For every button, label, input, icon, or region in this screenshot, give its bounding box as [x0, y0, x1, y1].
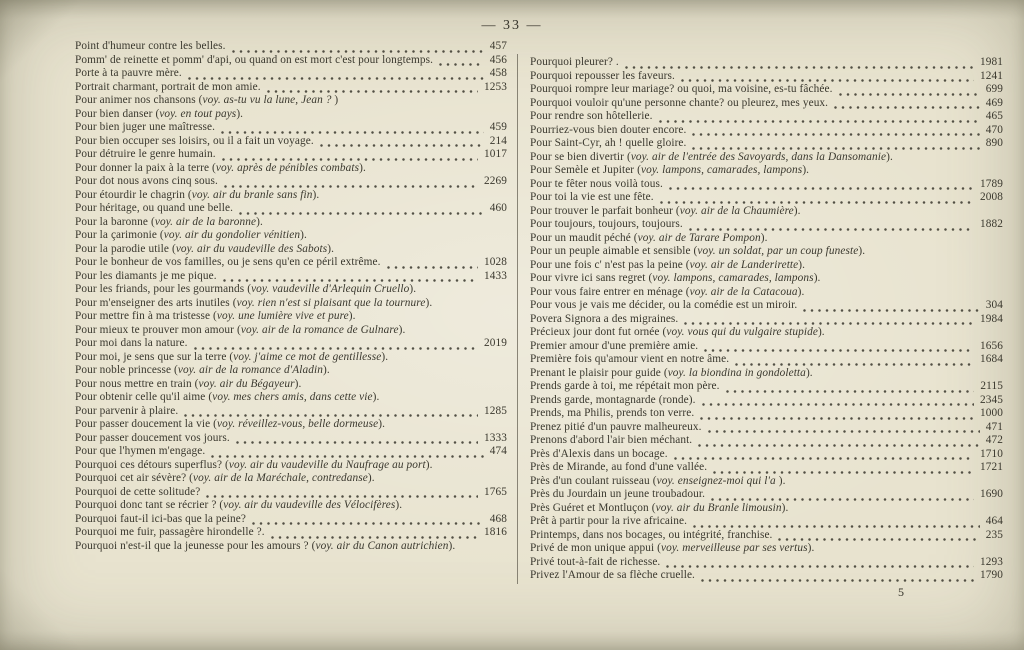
index-entry [530, 569, 1003, 583]
index-entry [75, 283, 507, 297]
dot-leader [778, 538, 979, 541]
index-entry [530, 259, 1003, 273]
index-entry [75, 202, 507, 216]
column-divider-rule [517, 54, 518, 584]
dot-leader [726, 390, 975, 393]
index-entry [75, 499, 507, 513]
index-entry [75, 540, 507, 554]
index-entry [75, 337, 507, 351]
entry-title: Pour un peuple aimable et sensible (voy. un soldat, par un coup funeste). [530, 245, 866, 257]
index-entry [75, 324, 507, 338]
index-entry [530, 164, 1003, 178]
dot-leader [689, 228, 974, 231]
index-entry [75, 405, 507, 419]
entry-title: Prenant le plaisir pour guide (voy. la biondina in gondoletta). [530, 366, 813, 379]
index-entry [530, 461, 1003, 475]
entry-title: Près d'Alexis dans un bocage. [530, 447, 668, 460]
entry-page-number: 474 [489, 445, 507, 457]
index-entry [530, 245, 1003, 259]
entry-page-number: 471 [985, 420, 1003, 433]
index-entry [75, 243, 507, 257]
entry-page-number: 1684 [980, 353, 1003, 365]
entry-page-number: 1981 [980, 56, 1003, 68]
entry-page-number: 1984 [980, 312, 1003, 325]
dot-leader [704, 349, 974, 352]
entry-title: Pour toujours, toujours, toujours. [530, 218, 683, 230]
entry-title: Pourriez-vous bien douter encore. [530, 123, 687, 136]
entry-title: Pour mettre fin à ma tristesse (voy. une lumière vive et pure). [75, 310, 356, 322]
entry-page-number: 1656 [980, 339, 1003, 352]
dot-leader [700, 417, 974, 420]
entry-title: Pourquoi n'est-il que la jeunesse pour les amours ? (voy. air du Canon autrichien). [75, 539, 456, 552]
entry-title: Privez l'Amour de sa flèche cruelle. [530, 569, 695, 581]
index-entry [530, 97, 1003, 111]
index-entry [75, 175, 507, 189]
index-entry [530, 556, 1003, 570]
index-entry [530, 448, 1003, 462]
index-entry [530, 542, 1003, 556]
entry-title: Près du Jourdain un jeune troubadour. [530, 488, 706, 500]
entry-title: Pourquoi donc tant se récrier ? (voy. air du vaudeville des Vélocifères). [75, 499, 403, 511]
index-entry [530, 313, 1003, 327]
dot-leader [669, 187, 974, 190]
entry-page-number: 890 [985, 137, 1003, 149]
entry-page-number: 1333 [484, 431, 507, 444]
index-entry [530, 56, 1003, 70]
entry-title: Pour Saint-Cyr, ah ! quelle gloire. [530, 137, 687, 149]
dot-leader [267, 90, 478, 93]
index-entry [530, 232, 1003, 246]
index-entry [530, 205, 1003, 219]
entry-title: Pour une fois c' n'est pas la peine (voy. air de Landerirette). [530, 258, 806, 271]
entry-title: Pour les friands, pour les gourmands (voy. vaudeville d'Arlequin Cruello). [75, 283, 417, 295]
index-entry [75, 229, 507, 243]
entry-title: Pour que l'hymen m'engage. [75, 445, 206, 457]
dot-leader [681, 79, 974, 82]
index-entry [530, 83, 1003, 97]
dot-leader [239, 212, 484, 215]
entry-page-number: 1253 [484, 80, 507, 93]
entry-title: Pour Semèle et Jupiter (voy. lampons, camarades, lampons). [530, 164, 810, 176]
dot-leader [224, 185, 478, 188]
entry-title: Privé tout-à-fait de richesse. [530, 555, 661, 568]
entry-title: Pour te fêter nous voilà tous. [530, 177, 663, 190]
index-columns [75, 40, 1003, 584]
index-entry [530, 272, 1003, 286]
index-entry [75, 310, 507, 324]
entry-page-number: 470 [985, 123, 1003, 136]
dot-leader [439, 63, 484, 66]
dot-leader [271, 536, 478, 539]
dot-leader [221, 131, 484, 134]
entry-page-number: 1882 [980, 218, 1003, 230]
entry-title: Pour vous faire entrer en ménage (voy. air de la Catacoua). [530, 285, 805, 298]
entry-title: Pour vous je vais me décider, ou la comédie est un miroir. [530, 299, 798, 311]
dot-leader [834, 106, 980, 109]
entry-title: Pour animer nos chansons (voy. as-tu vu la lune, Jean ? ) [75, 94, 339, 106]
dot-leader [839, 93, 980, 96]
entry-title: Pourquoi me fuir, passagère hirondelle ?. [75, 526, 265, 538]
index-entry [530, 326, 1003, 340]
entry-title: Pourquoi repousser les faveurs. [530, 69, 675, 82]
entry-page-number: 1285 [484, 404, 507, 417]
entry-title: Prenez pitié d'un pauvre malheureux. [530, 420, 702, 433]
index-entry [75, 297, 507, 311]
entry-page-number: 465 [985, 110, 1003, 122]
index-entry [530, 124, 1003, 138]
entry-title: Prends garde, montagnarde (ronde). [530, 393, 696, 406]
index-entry [75, 162, 507, 176]
entry-page-number: 457 [489, 40, 507, 52]
entry-title: Pour obtenir celle qu'il aime (voy. mes chers amis, dans cette vie). [75, 391, 380, 403]
dot-leader [692, 147, 979, 150]
dot-leader [206, 495, 478, 498]
dot-leader [701, 579, 974, 582]
dot-leader [711, 498, 974, 501]
entry-title: Pour bien occuper ses loisirs, ou il a fait un voyage. [75, 134, 314, 147]
index-entry [75, 364, 507, 378]
entry-title: Précieux jour dont fut ornée (voy. vous qui du vulgaire stupide). [530, 326, 825, 338]
entry-title: Prends garde à toi, me répétait mon père. [530, 380, 720, 392]
entry-title: Pour donner la paix à la terre (voy. après de pénibles combats). [75, 161, 366, 174]
index-entry [75, 108, 507, 122]
index-entry [530, 434, 1003, 448]
entry-page-number: 468 [489, 512, 507, 525]
index-entry [530, 151, 1003, 165]
entry-title: Point d'humeur contre les belles. [75, 40, 226, 52]
index-entry [530, 137, 1003, 151]
index-entry [75, 40, 507, 54]
entry-page-number: 2345 [980, 393, 1003, 406]
page-number-header: — 33 — [481, 18, 543, 33]
entry-title: Pourquoi cet air sévère? (voy. air de la Maréchale, contredanse). [75, 472, 375, 484]
entry-page-number: 699 [985, 83, 1003, 95]
entry-title: Povera Signora a des migraines. [530, 312, 679, 325]
index-entry [530, 407, 1003, 421]
entry-title: Pour le bonheur de vos familles, ou je sens qu'en ce péril extrême. [75, 256, 381, 268]
entry-title: Privé de mon unique appui (voy. merveilleuse par ses vertus). [530, 542, 815, 554]
dot-leader [320, 144, 484, 147]
index-entry [530, 299, 1003, 313]
dot-leader [684, 322, 974, 325]
entry-title: Pour mieux te prouver mon amour (voy. air de la romance de Gulnare). [75, 323, 406, 336]
dot-leader [692, 133, 979, 136]
index-entry [530, 502, 1003, 516]
index-entry [530, 286, 1003, 300]
dot-leader [660, 201, 974, 204]
entry-title: Pour bien danser (voy. en tout pays). [75, 107, 244, 120]
index-entry [75, 189, 507, 203]
index-entry [75, 459, 507, 473]
index-entry [75, 513, 507, 527]
entry-title: Premier amour d'une première amie. [530, 339, 699, 352]
entry-title: Près d'un coulant ruisseau (voy. enseignez-moi qui l'a ). [530, 474, 786, 487]
entry-title: Porte à ta pauvre mère. [75, 67, 182, 79]
index-entry [75, 445, 507, 459]
entry-page-number: 469 [985, 96, 1003, 109]
entry-page-number: 2019 [484, 337, 507, 349]
entry-title: Pour rendre son hôtellerie. [530, 110, 653, 122]
index-entry [530, 178, 1003, 192]
dot-leader [625, 66, 974, 69]
index-entry [75, 486, 507, 500]
dot-leader [713, 471, 974, 474]
entry-page-number: 304 [985, 299, 1003, 311]
index-column-left [75, 40, 507, 584]
entry-title: Pour noble princesse (voy. air de la romance d'Aladin). [75, 364, 330, 376]
index-entry [75, 418, 507, 432]
entry-title: Pour nous mettre en train (voy. air du Bégayeur). [75, 377, 302, 390]
entry-title: Pour les diamants je me pique. [75, 269, 217, 282]
entry-page-number: 2269 [484, 175, 507, 187]
entry-page-number: 1017 [484, 148, 507, 160]
entry-title: Pour se bien divertir (voy. air de l'entrée des Savoyards, dans la Dansomanie). [530, 150, 893, 163]
entry-title: Pourquoi ces détours superflus? (voy. air du vaudeville du Naufrage au port). [75, 458, 433, 471]
dot-leader [188, 77, 484, 80]
dot-leader [735, 363, 974, 366]
entry-title: Pour la çarimonie (voy. air du gondolier vénitien). [75, 229, 307, 241]
dot-leader [222, 158, 478, 161]
entry-page-number: 235 [985, 528, 1003, 541]
entry-page-number: 2008 [980, 191, 1003, 203]
entry-title: Pourquoi pleurer? . [530, 56, 619, 68]
entry-page-number: 1790 [980, 569, 1003, 581]
index-entry [530, 421, 1003, 435]
entry-page-number: 1433 [484, 269, 507, 282]
index-entry [530, 191, 1003, 205]
index-entry [75, 94, 507, 108]
dot-leader [803, 309, 979, 312]
index-entry [75, 526, 507, 540]
index-entry [75, 432, 507, 446]
entry-title: Pomm' de reinette et pomm' d'api, ou quand on est mort c'est pour longtemps. [75, 53, 434, 66]
entry-title: Prêt à partir pour la rive africaine. [530, 515, 688, 527]
index-entry [75, 135, 507, 149]
dot-leader [184, 414, 478, 417]
entry-page-number: 1028 [484, 256, 507, 268]
dot-leader [693, 525, 980, 528]
index-entry [75, 351, 507, 365]
index-entry [530, 110, 1003, 124]
index-entry [530, 515, 1003, 529]
index-column-right [530, 56, 1003, 584]
dot-leader [387, 266, 478, 269]
index-entry [530, 475, 1003, 489]
dot-leader [232, 50, 484, 53]
entry-title: Pour la baronne (voy. air de la baronne). [75, 215, 263, 228]
entry-title: Pour bien juger une maîtresse. [75, 121, 216, 133]
index-entry [530, 218, 1003, 232]
entry-title: Pour passer doucement la vie (voy. réveillez-vous, belle dormeuse). [75, 418, 386, 430]
entry-page-number: 1816 [484, 526, 507, 538]
entry-page-number: 458 [489, 67, 507, 79]
entry-title: Pour moi, je sens que sur la terre (voy. j'aime ce mot de gentillesse). [75, 350, 389, 363]
entry-title: Pour moi dans la nature. [75, 337, 188, 349]
index-entry [530, 380, 1003, 394]
entry-title: Portrait charmant, portrait de mon amie. [75, 80, 261, 93]
dot-leader [702, 403, 974, 406]
entry-page-number: 1789 [980, 177, 1003, 190]
entry-page-number: 472 [985, 434, 1003, 446]
dot-leader [223, 279, 478, 282]
entry-title: Pour détruire le genre humain. [75, 148, 216, 160]
entry-title: Pour trouver le parfait bonheur (voy. air de la Chaumière). [530, 204, 801, 217]
entry-title: Pour dot nous avons cinq sous. [75, 175, 218, 187]
index-entry [530, 367, 1003, 381]
dot-leader [659, 120, 980, 123]
entry-title: Pour passer doucement vos jours. [75, 431, 230, 444]
dot-leader [666, 565, 974, 568]
dot-leader [674, 457, 974, 460]
entry-title: Première fois qu'amour vient en notre âme. [530, 353, 730, 365]
signature-mark: 5 [898, 585, 904, 599]
entry-page-number: 2115 [980, 380, 1003, 392]
entry-page-number: 1765 [484, 485, 507, 498]
entry-title: Près de Mirande, au fond d'une vallée. [530, 461, 708, 473]
entry-page-number: 1710 [980, 447, 1003, 460]
entry-title: Pour toi la vie est une fête. [530, 191, 654, 203]
index-entry [75, 67, 507, 81]
entry-title: Pour un maudit péché (voy. air de Tarare Pompon). [530, 231, 768, 244]
index-entry [530, 353, 1003, 367]
index-entry [75, 216, 507, 230]
dot-leader [236, 441, 478, 444]
entry-title: Pourquoi faut-il ici-bas que la peine? [75, 512, 247, 525]
dot-leader [698, 444, 980, 447]
index-entry [75, 256, 507, 270]
dot-leader [194, 347, 478, 350]
entry-title: Pour héritage, ou quand une belle. [75, 202, 234, 214]
index-entry [75, 270, 507, 284]
entry-page-number: 456 [489, 53, 507, 66]
dot-leader [708, 430, 980, 433]
index-entry [75, 378, 507, 392]
entry-page-number: 1721 [980, 461, 1003, 473]
index-entry [530, 70, 1003, 84]
entry-title: Prenons d'abord l'air bien méchant. [530, 434, 693, 446]
entry-title: Pourquoi de cette solitude? [75, 485, 201, 498]
entry-title: Pour parvenir à plaire. [75, 404, 179, 417]
entry-title: Pour m'enseigner des arts inutiles (voy. rien n'est si plaisant que la tournure). [75, 296, 433, 309]
entry-page-number: 1690 [980, 488, 1003, 500]
entry-page-number: 214 [489, 134, 507, 147]
entry-title: Pourquoi rompre leur mariage? ou quoi, ma voisine, es-tu fâchée. [530, 83, 833, 95]
index-entry [75, 54, 507, 68]
entry-title: Pour la parodie utile (voy. air du vaudeville des Sabots). [75, 242, 334, 255]
entry-title: Pour étourdir le chagrin (voy. air du branle sans fin). [75, 188, 320, 201]
index-entry [75, 81, 507, 95]
dot-leader [211, 455, 483, 458]
entry-page-number: 1000 [980, 407, 1003, 419]
index-entry [75, 121, 507, 135]
index-entry [530, 529, 1003, 543]
entry-title: Prends, ma Philis, prends ton verre. [530, 407, 695, 419]
index-entry [530, 488, 1003, 502]
index-entry [530, 340, 1003, 354]
entry-page-number: 464 [985, 515, 1003, 527]
entry-title: Près Guéret et Montluçon (voy. air du Branle limousin). [530, 501, 789, 514]
entry-page-number: 460 [489, 202, 507, 214]
entry-page-number: 459 [489, 121, 507, 133]
entry-page-number: 1241 [980, 69, 1003, 82]
entry-page-number: 1293 [980, 555, 1003, 568]
entry-title: Pour vivre ici sans regret (voy. lampons, camarades, lampons). [530, 272, 821, 284]
index-entry [75, 148, 507, 162]
index-entry [530, 394, 1003, 408]
dot-leader [252, 522, 484, 525]
index-entry [75, 472, 507, 486]
entry-title: Printemps, dans nos bocages, ou intégrité, franchise. [530, 528, 773, 541]
index-entry [75, 391, 507, 405]
entry-title: Pourquoi vouloir qu'une personne chante? ou pleurez, mes yeux. [530, 96, 829, 109]
